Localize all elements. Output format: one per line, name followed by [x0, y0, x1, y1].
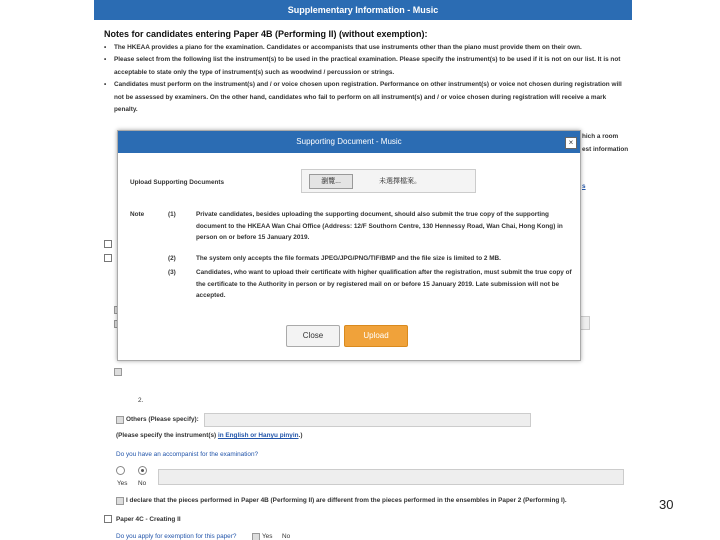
page-title: Supplementary Information - Music — [94, 0, 632, 20]
declare-checkbox[interactable] — [116, 497, 124, 505]
accompanist-yes-radio[interactable] — [116, 466, 125, 475]
declare-text: I declare that the pieces performed in Paper 4B (Performing II) are different from the pieces performed in the ensembles in Paper 2 (Performing I). — [126, 497, 567, 504]
upload-button[interactable]: Upload — [344, 325, 408, 347]
note-number: (3) — [168, 269, 176, 276]
note-text: The system only accepts the file formats JPEG/JPG/PNG/TIF/BMP and the file size is limited to 2 MB. — [196, 255, 501, 262]
note-fragment: hich a room — [582, 133, 619, 140]
yes-label: Yes — [117, 480, 128, 487]
note-item: • Please select from the following list the instrument(s) to be used in the practical examination. Please specify the instrument(s) to be used if it is not on our list. It is not acceptable to state only the type of instrument(s) such as woodwind / percussion or strings. — [104, 54, 624, 79]
paper4c-label: Paper 4C - Creating II — [116, 516, 181, 523]
instrument-checkbox[interactable] — [114, 368, 122, 376]
exemption-question: Do you apply for exemption for this paper? — [116, 533, 237, 540]
note-number: (1) — [168, 211, 176, 218]
others-checkbox[interactable] — [116, 416, 124, 424]
paper4c-checkbox[interactable] — [104, 515, 112, 523]
specify-note: (Please specify the instrument(s) in English or Hanyu pinyin.) — [116, 432, 303, 439]
no-file-text: 未選擇檔案。 — [379, 178, 421, 185]
note-label: Note — [130, 211, 145, 218]
list-number: 2. — [138, 397, 144, 404]
supporting-document-dialog — [117, 130, 581, 361]
others-label: Others (Please specify): — [126, 416, 199, 423]
note-item: • The HKEAA provides a piano for the examination. Candidates or accompanists that use instruments other than the piano must provide them on their own. — [104, 42, 624, 54]
accompanist-select[interactable] — [158, 469, 624, 485]
note-fragment: est information — [582, 146, 629, 153]
exemption-yes-checkbox[interactable] — [252, 533, 260, 540]
notes-list — [104, 42, 624, 116]
close-icon[interactable]: × — [565, 137, 577, 149]
instrument-checkbox[interactable] — [104, 240, 112, 248]
notes-heading: Notes for candidates entering Paper 4B (Performing II) (without exemption): — [104, 29, 428, 39]
exemption-yes-label: Yes — [262, 533, 273, 540]
upload-label: Upload Supporting Documents — [130, 179, 225, 186]
note-text: Candidates, who want to upload their certificate with higher qualification after the registration, must submit the true copy of the certificate to the Authority in person or by registered mail on or before 15 January 2019. Late submission will not be accepted. — [196, 269, 572, 299]
note-number: (2) — [168, 255, 176, 262]
exemption-no-label: No — [282, 533, 291, 540]
slide-number: 30 — [659, 497, 674, 512]
instrument-text-field[interactable] — [580, 316, 590, 330]
instrument-checkbox[interactable] — [104, 254, 112, 262]
note-link-fragment[interactable]: s — [582, 183, 586, 190]
dialog-title: Supporting Document - Music — [118, 131, 580, 153]
browse-button[interactable]: 瀏覽... — [309, 174, 353, 189]
file-input[interactable] — [301, 169, 476, 193]
others-input[interactable] — [204, 413, 531, 427]
close-button[interactable]: Close — [286, 325, 340, 347]
note-text: Private candidates, besides uploading the supporting document, should also submit the true copy of the supporting document to the HKEAA Wan Chai Office (Address: 12/F Southorn Centre, 130 Hennessy Road, Wan Chai, Hong Kong) in person on or before 15 January 2019. — [196, 211, 563, 241]
accompanist-question: Do you have an accompanist for the examination? — [116, 451, 259, 458]
note-item: • Candidates must perform on the instrument(s) and / or voice chosen upon registration. Performance on other instrument(s) or voice not chosen during registration will not be assessed by examiners. On the other hand, candidates who fail to perform on all instrument(s) and / or voice chosen during registration will receive a mark penalty. — [104, 79, 624, 116]
no-label: No — [138, 480, 147, 487]
accompanist-no-radio[interactable] — [138, 466, 147, 475]
